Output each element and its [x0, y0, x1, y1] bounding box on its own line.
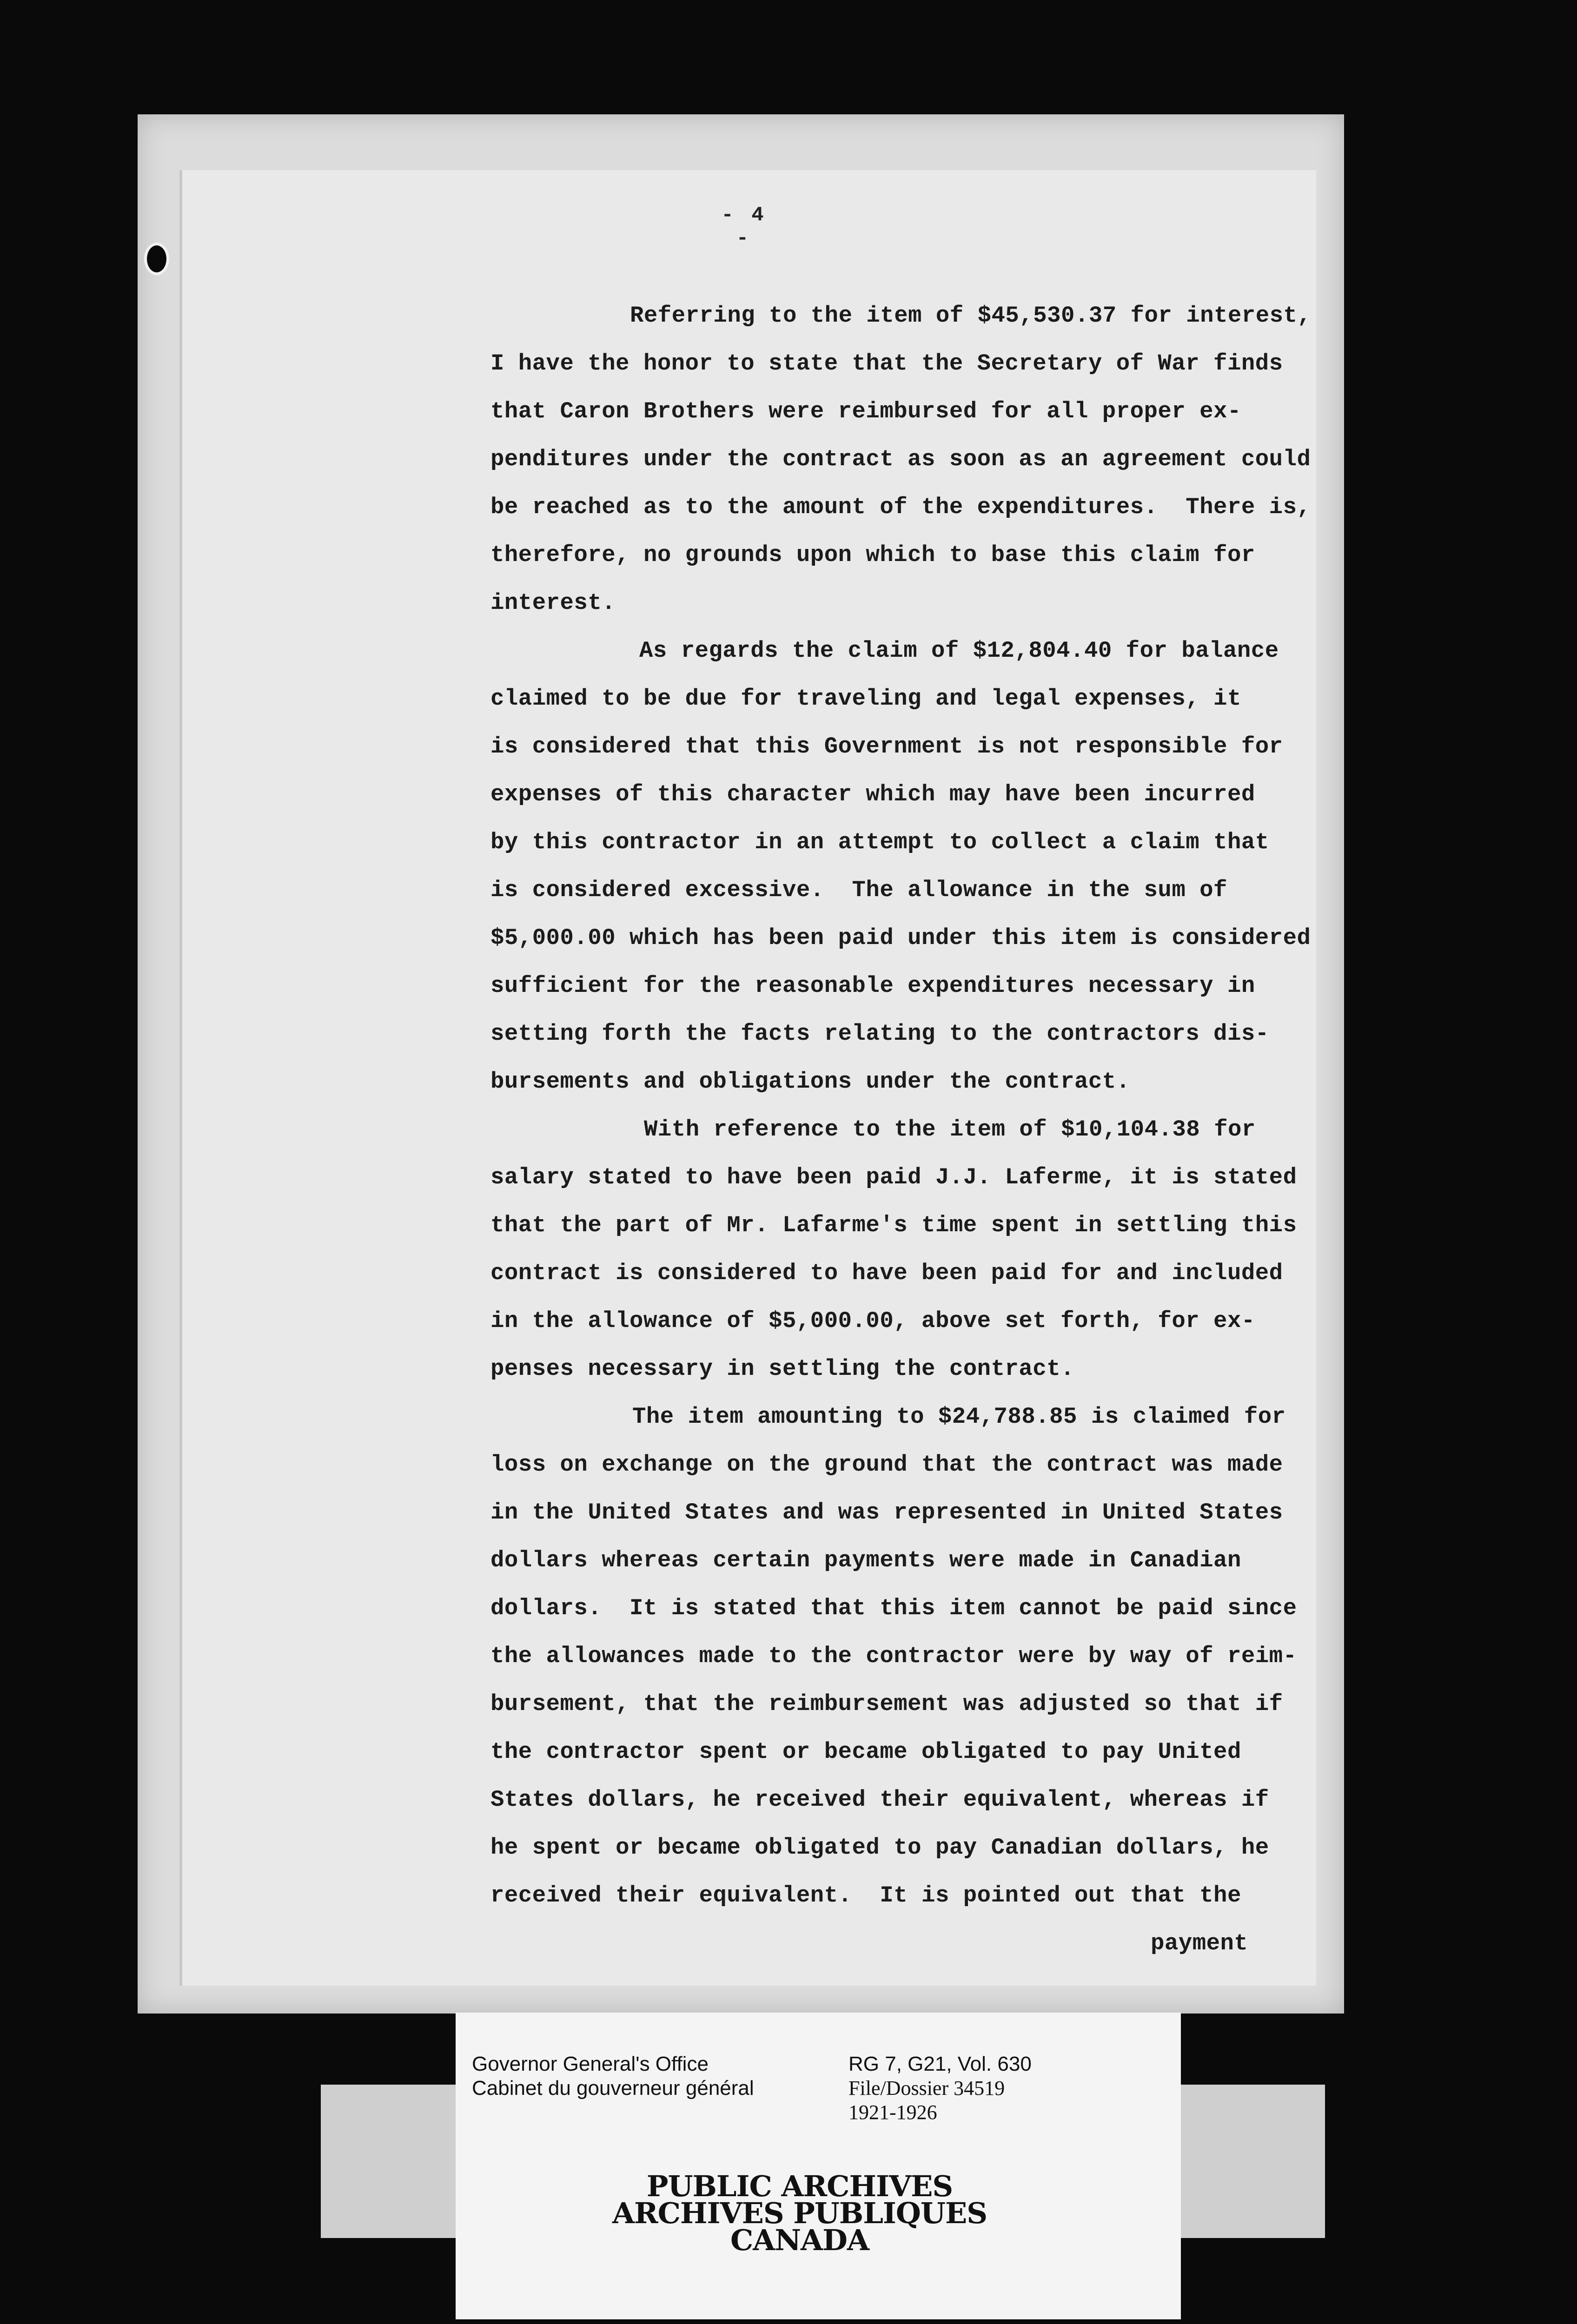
text-line: contract is considered to have been paid for and included: [490, 1260, 1283, 1286]
stamp-line-en: PUBLIC ARCHIVES: [646, 2169, 953, 2203]
text-line: the allowances made to the contractor were by way of reim-: [490, 1643, 1297, 1669]
text-line: penditures under the contract as soon as an agreement could: [490, 446, 1311, 472]
text-line: claimed to be due for traveling and legal expenses, it: [490, 686, 1241, 712]
text-line: penses necessary in settling the contract.: [490, 1356, 1075, 1382]
text-line: expenses of this character which may have been incurred: [490, 781, 1255, 807]
archive-reference-block: [848, 2052, 1032, 2125]
text-line: setting forth the facts relating to the contractors dis-: [490, 1021, 1269, 1047]
text-line: interest.: [490, 590, 616, 616]
text-line: by this contractor in an attempt to collect a claim that: [490, 829, 1269, 855]
text-line: bursements and obligations under the contract.: [490, 1069, 1130, 1095]
archive-office-block: [472, 2052, 754, 2100]
text-line: dollars whereas certain payments were made in Canadian: [490, 1547, 1241, 1573]
office-name-en: Governor General's Office: [472, 2053, 709, 2075]
stamp-line-fr: ARCHIVES PUBLIQUES: [612, 2196, 987, 2230]
text-line: bursement, that the reimbursement was adjusted so that if: [490, 1691, 1283, 1717]
text-line: is considered excessive. The allowance in the sum of: [490, 877, 1227, 903]
record-group-reference: RG 7, G21, Vol. 630: [848, 2053, 1032, 2075]
text-line: therefore, no grounds upon which to base this claim for: [490, 542, 1255, 568]
text-line: that Caron Brothers were reimbursed for all proper ex-: [490, 398, 1241, 424]
page-number: - 4 -: [721, 204, 767, 250]
stamp-line-country: CANADA: [730, 2223, 869, 2257]
office-name-fr: Cabinet du gouverneur général: [472, 2077, 754, 2100]
text-line: in the United States and was represented in United States: [490, 1499, 1283, 1525]
text-line: loss on exchange on the ground that the contract was made: [490, 1452, 1283, 1478]
text-line: With reference to the item of $10,104.38 for: [644, 1116, 1256, 1142]
text-line: Referring to the item of $45,530.37 for interest,: [630, 303, 1312, 329]
text-line: The item amounting to $24,788.85 is claimed for: [632, 1404, 1286, 1430]
public-archives-stamp: [558, 2169, 1041, 2257]
text-line: I have the honor to state that the Secretary of War finds: [490, 350, 1283, 376]
date-range: 1921-1926: [848, 2101, 937, 2124]
punch-hole-icon: [144, 243, 169, 275]
text-line: dollars. It is stated that this item cannot be paid since: [490, 1595, 1297, 1621]
text-line: sufficient for the reasonable expenditures necessary in: [490, 973, 1255, 999]
text-line: in the allowance of $5,000.00, above set forth, for ex-: [490, 1308, 1255, 1334]
text-line: be reached as to the amount of the expenditures. There is,: [490, 494, 1311, 520]
text-line: he spent or became obligated to pay Canadian dollars, he: [490, 1835, 1269, 1861]
text-line: is considered that this Government is not responsible for: [490, 733, 1283, 759]
text-line: received their equivalent. It is pointed out that the: [490, 1882, 1241, 1908]
text-line: that the part of Mr. Lafarme's time spent in settling this: [490, 1212, 1297, 1238]
text-line: salary stated to have been paid J.J. Laferme, it is stated: [490, 1164, 1297, 1190]
text-line: the contractor spent or became obligated to pay United: [490, 1739, 1241, 1765]
text-line: As regards the claim of $12,804.40 for balance: [639, 638, 1279, 664]
typed-letter-body: [490, 292, 1341, 1967]
file-number: File/Dossier 34519: [848, 2077, 1005, 2100]
catchword: payment: [1151, 1930, 1248, 1956]
text-line: $5,000.00 which has been paid under this item is considered: [490, 925, 1311, 951]
text-line: States dollars, he received their equivalent, whereas if: [490, 1787, 1269, 1813]
